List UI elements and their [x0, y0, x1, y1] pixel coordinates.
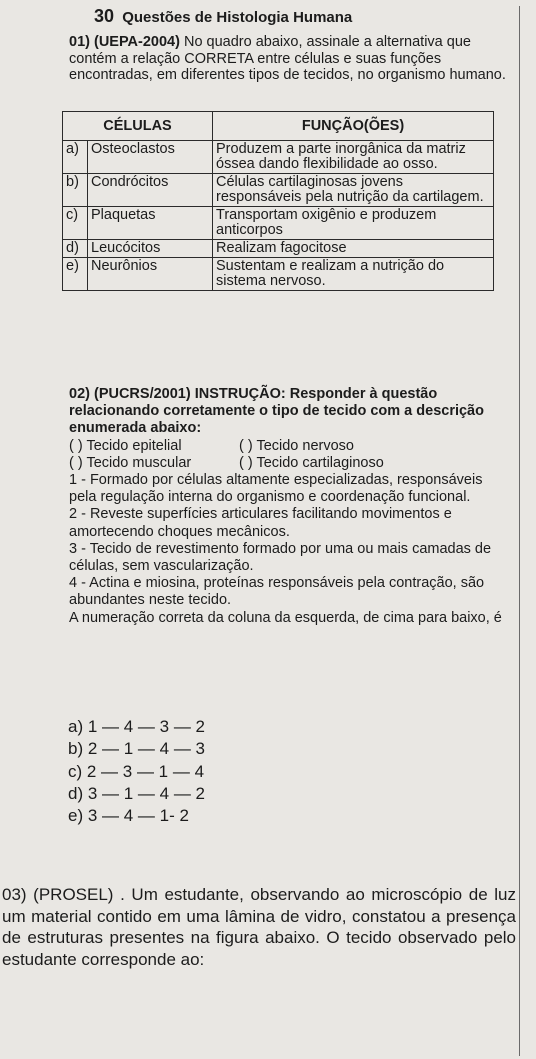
question-2 — [69, 386, 509, 627]
question-2-prompt: A numeração correta da coluna da esquerda, de cima para baixo, é — [69, 609, 502, 626]
answer-b: b) 2 — 1 — 4 — 3 — [68, 739, 205, 759]
description-1: 1 - Formado por células altamente especializadas, responsáveis pela regulação interna do organismo e coordenação funcional. — [69, 472, 483, 506]
row-letter: a) — [63, 141, 88, 174]
row-cell: Condrócitos — [88, 174, 213, 207]
question-1-head: 01) (UEPA-2004) — [69, 34, 180, 50]
row-letter: c) — [63, 207, 88, 240]
table-row — [63, 141, 494, 174]
page-title — [94, 6, 352, 27]
description-2: 2 - Reveste superfícies articulares facilitando movimentos e amortecendo choques mecânicos. — [69, 506, 452, 540]
row-function: Sustentam e realizam a nutrição do sistema nervoso. — [213, 258, 494, 291]
row-function: Realizam fagocitose — [213, 240, 494, 258]
row-function: Transportam oxigênio e produzem anticorpos — [213, 207, 494, 240]
table-header-row — [63, 112, 494, 141]
answer-list — [68, 716, 205, 827]
row-letter: b) — [63, 174, 88, 207]
question-1 — [69, 34, 509, 84]
answer-c: c) 2 — 3 — 1 — 4 — [68, 761, 205, 781]
answer-d: d) 3 — 1 — 4 — 2 — [68, 783, 205, 803]
option-epithelial: ( ) Tecido epitelial — [69, 437, 182, 454]
description-4: 4 - Actina e miosina, proteínas responsáveis pela contração, são abundantes neste tecido. — [69, 575, 485, 609]
table-row — [63, 258, 494, 291]
row-cell: Neurônios — [88, 258, 213, 291]
row-cell: Osteoclastos — [88, 141, 213, 174]
column-divider — [519, 6, 520, 1056]
question-3: 03) (PROSEL) . Um estudante, observando ao microscópio de luz um material contido em uma lâmina de vidro, constatou a presença de estruturas presentes na figura abaixo. O tecido observado pelo estudante corresponde ao: — [2, 885, 516, 969]
option-nervous: ( ) Tecido nervoso — [239, 437, 354, 454]
answer-e: e) 3 — 4 — 1- 2 — [68, 806, 189, 826]
cells-functions-table — [62, 111, 494, 291]
option-muscular: ( ) Tecido muscular — [69, 454, 192, 471]
description-3: 3 - Tecido de revestimento formado por uma ou mais camadas de células, sem vascularização. — [69, 540, 492, 575]
row-cell: Plaquetas — [88, 207, 213, 240]
title-text: Questões de Histologia Humana — [122, 9, 353, 26]
question-2-head: 02) (PUCRS/2001) INSTRUÇÃO: Responder à questão relacionando corretamente o tipo de tecido com a descrição enumerada abaixo: — [69, 386, 484, 437]
row-letter: e) — [63, 258, 88, 291]
row-letter: d) — [63, 240, 88, 258]
row-function: Células cartilaginosas jovens responsáveis pela nutrição da cartilagem. — [213, 174, 494, 207]
column-header-functions: FUNÇÃO(ÕES) — [213, 112, 494, 141]
table-row — [63, 240, 494, 258]
column-header-cells: CÉLULAS — [63, 112, 213, 141]
option-cartilaginous: ( ) Tecido cartilaginoso — [239, 454, 384, 471]
page-number: 30 — [94, 6, 115, 26]
row-function: Produzem a parte inorgânica da matriz óssea dando flexibilidade ao osso. — [213, 141, 494, 174]
row-cell: Leucócitos — [88, 240, 213, 258]
answer-a: a) 1 — 4 — 3 — 2 — [68, 717, 205, 736]
option-row-2 — [69, 455, 509, 472]
option-row-1 — [69, 438, 509, 455]
table-row — [63, 207, 494, 240]
table-row — [63, 174, 494, 207]
question-1-text: No quadro abaixo, assinale a alternativa que contém a relação CORRETA entre células e suas funções encontradas, em diferentes tipos de tecidos, no organismo humano. — [69, 34, 506, 83]
